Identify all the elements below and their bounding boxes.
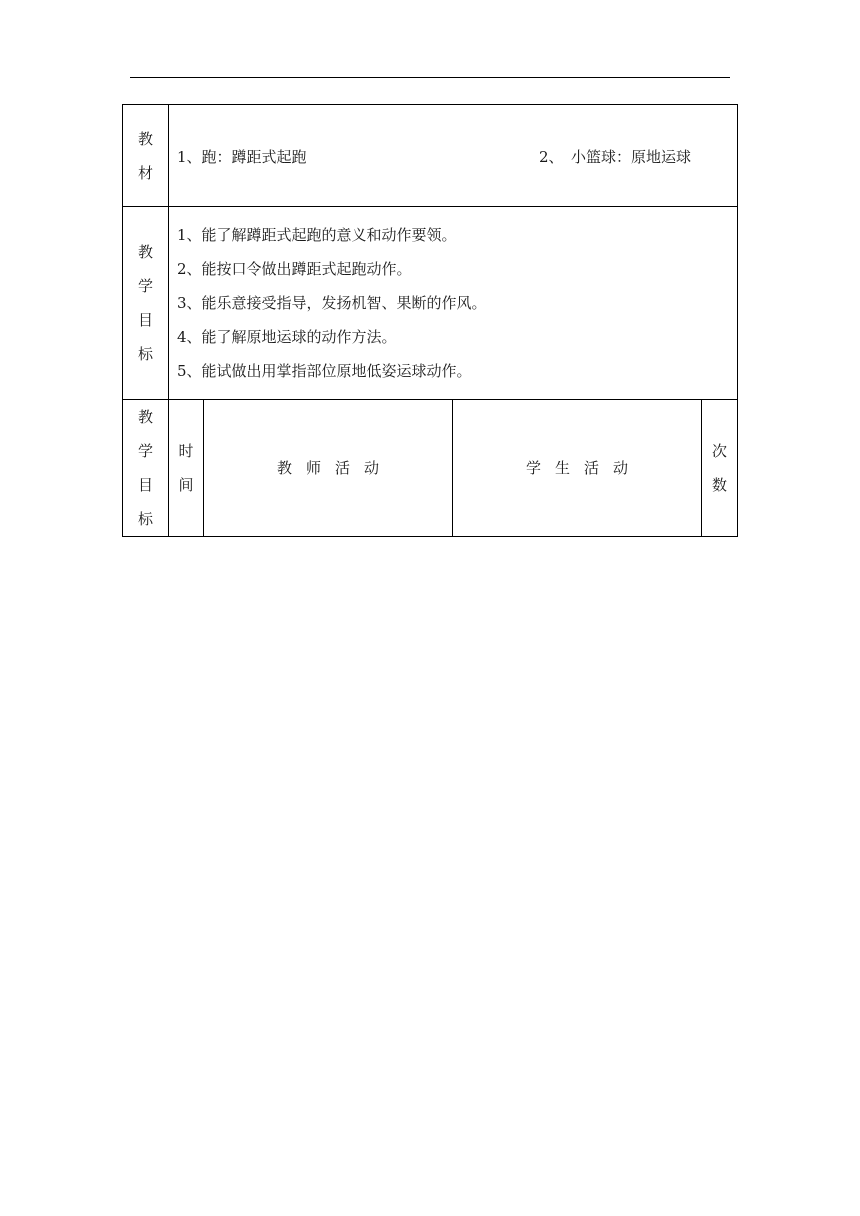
material-content-cell	[169, 105, 738, 207]
goals-label-char: 标	[137, 345, 153, 363]
header-label-char: 标	[137, 510, 153, 528]
material-label-cell	[123, 105, 169, 207]
goal-item: 1、能了解蹲距式起跑的意义和动作要领。	[177, 226, 457, 244]
goal-item: 2、能按口令做出蹲距式起跑动作。	[177, 260, 412, 278]
material-row	[123, 105, 738, 207]
time-header-char: 时	[178, 442, 194, 460]
material-label-char: 教	[137, 129, 153, 148]
count-header-char: 次	[711, 442, 727, 460]
lesson-plan-table	[122, 104, 738, 537]
count-header-cell	[702, 400, 738, 537]
header-label-char: 目	[137, 476, 153, 494]
teacher-activity-header: 教师活动	[204, 400, 453, 537]
goals-row	[123, 207, 738, 400]
header-label-cell	[123, 400, 169, 537]
student-activity-header: 学生活动	[453, 400, 702, 537]
header-rule	[130, 77, 730, 78]
goals-label-cell	[123, 207, 169, 400]
time-header-cell	[169, 400, 204, 537]
goals-label-char: 目	[137, 311, 153, 329]
time-header-char: 间	[178, 476, 194, 494]
goals-label-char: 教	[137, 243, 153, 261]
goal-item: 3、能乐意接受指导，发扬机智、果断的作风。	[177, 294, 487, 312]
goal-item: 4、能了解原地运球的动作方法。	[177, 328, 397, 346]
goals-label-char: 学	[137, 277, 153, 295]
goal-item: 5、能试做出用掌指部位原地低姿运球动作。	[177, 362, 472, 380]
goal-list	[169, 207, 737, 399]
material-item: 2、 小篮球：原地运球	[539, 148, 692, 166]
goals-content-cell	[169, 207, 738, 400]
header-label-char: 教	[137, 408, 153, 426]
material-label-char: 材	[137, 163, 153, 182]
header-label-char: 学	[137, 442, 153, 460]
material-item: 1、跑：蹲距式起跑	[177, 148, 307, 166]
count-header-char: 数	[711, 476, 727, 494]
activity-header-row	[123, 400, 738, 537]
